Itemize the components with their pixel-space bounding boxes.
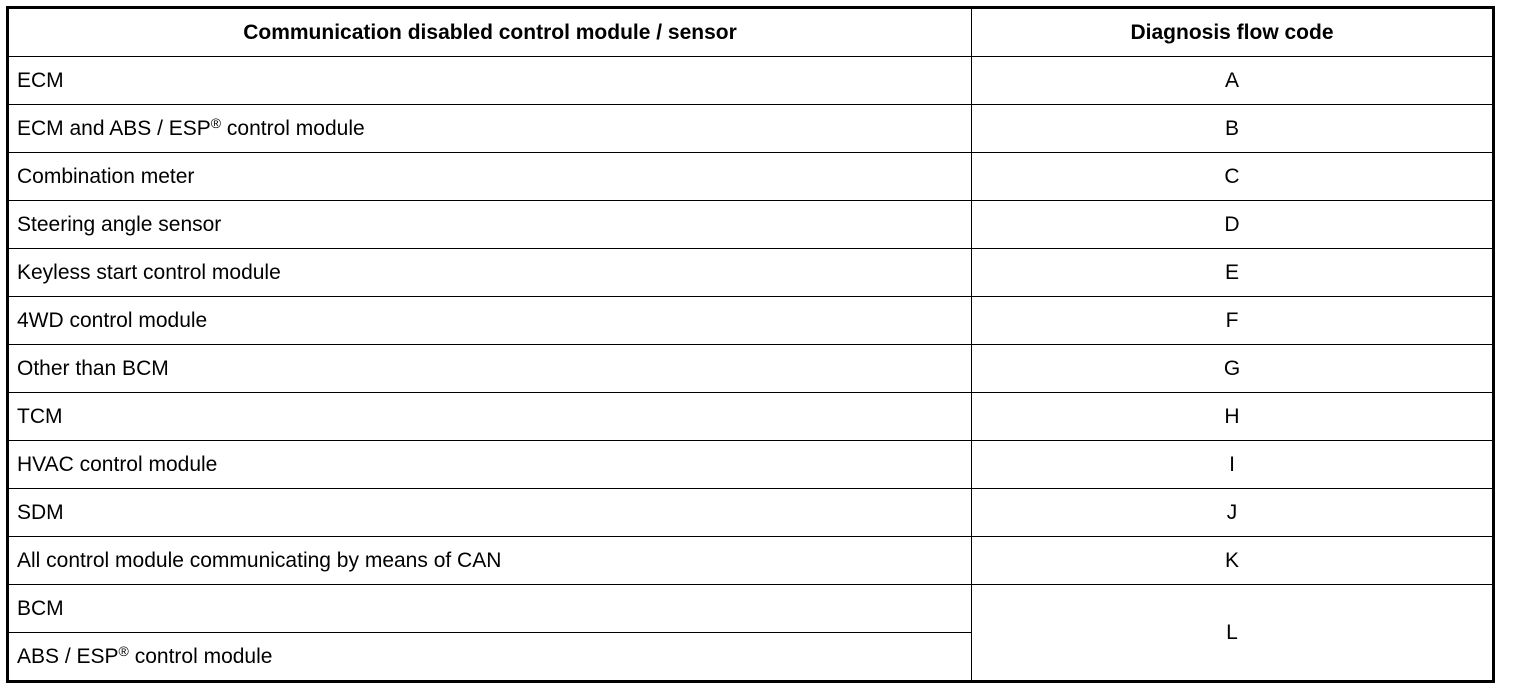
table-row xyxy=(8,393,1494,441)
code-cell: D xyxy=(972,201,1494,249)
code-cell: F xyxy=(972,297,1494,345)
diagnosis-table-container xyxy=(6,6,1492,683)
module-text: ABS / ESP xyxy=(17,645,119,668)
table-row xyxy=(8,489,1494,537)
module-text: ECM and ABS / ESP xyxy=(17,117,211,140)
code-cell: H xyxy=(972,393,1494,441)
module-cell xyxy=(8,105,972,153)
module-cell: Combination meter xyxy=(8,153,972,201)
code-cell: I xyxy=(972,441,1494,489)
code-cell: C xyxy=(972,153,1494,201)
table-row xyxy=(8,297,1494,345)
code-cell: J xyxy=(972,489,1494,537)
module-cell: BCM xyxy=(8,585,972,633)
code-cell: G xyxy=(972,345,1494,393)
module-cell: SDM xyxy=(8,489,972,537)
table-row xyxy=(8,537,1494,585)
module-text: control module xyxy=(128,645,273,668)
table-row xyxy=(8,585,1494,633)
code-cell: B xyxy=(972,105,1494,153)
table-row xyxy=(8,345,1494,393)
code-cell: A xyxy=(972,57,1494,105)
registered-mark: ® xyxy=(118,643,129,659)
module-cell xyxy=(8,633,972,682)
code-cell: L xyxy=(972,585,1494,682)
table-header-row xyxy=(8,8,1494,57)
code-cell: K xyxy=(972,537,1494,585)
column-header-code: Diagnosis flow code xyxy=(972,8,1494,57)
module-cell: Keyless start control module xyxy=(8,249,972,297)
registered-mark: ® xyxy=(210,115,222,131)
table-row xyxy=(8,441,1494,489)
module-cell: 4WD control module xyxy=(8,297,972,345)
diagnosis-flow-table xyxy=(6,6,1495,683)
module-cell: TCM xyxy=(8,393,972,441)
module-text: control module xyxy=(221,117,365,140)
module-cell: Steering angle sensor xyxy=(8,201,972,249)
table-row xyxy=(8,153,1494,201)
column-header-module: Communication disabled control module / sensor xyxy=(8,8,972,57)
module-cell: All control module communicating by means of CAN xyxy=(8,537,972,585)
module-cell: HVAC control module xyxy=(8,441,972,489)
table-row xyxy=(8,249,1494,297)
module-cell: Other than BCM xyxy=(8,345,972,393)
table-row xyxy=(8,105,1494,153)
code-cell: E xyxy=(972,249,1494,297)
module-cell: ECM xyxy=(8,57,972,105)
table-row xyxy=(8,201,1494,249)
table-row xyxy=(8,57,1494,105)
